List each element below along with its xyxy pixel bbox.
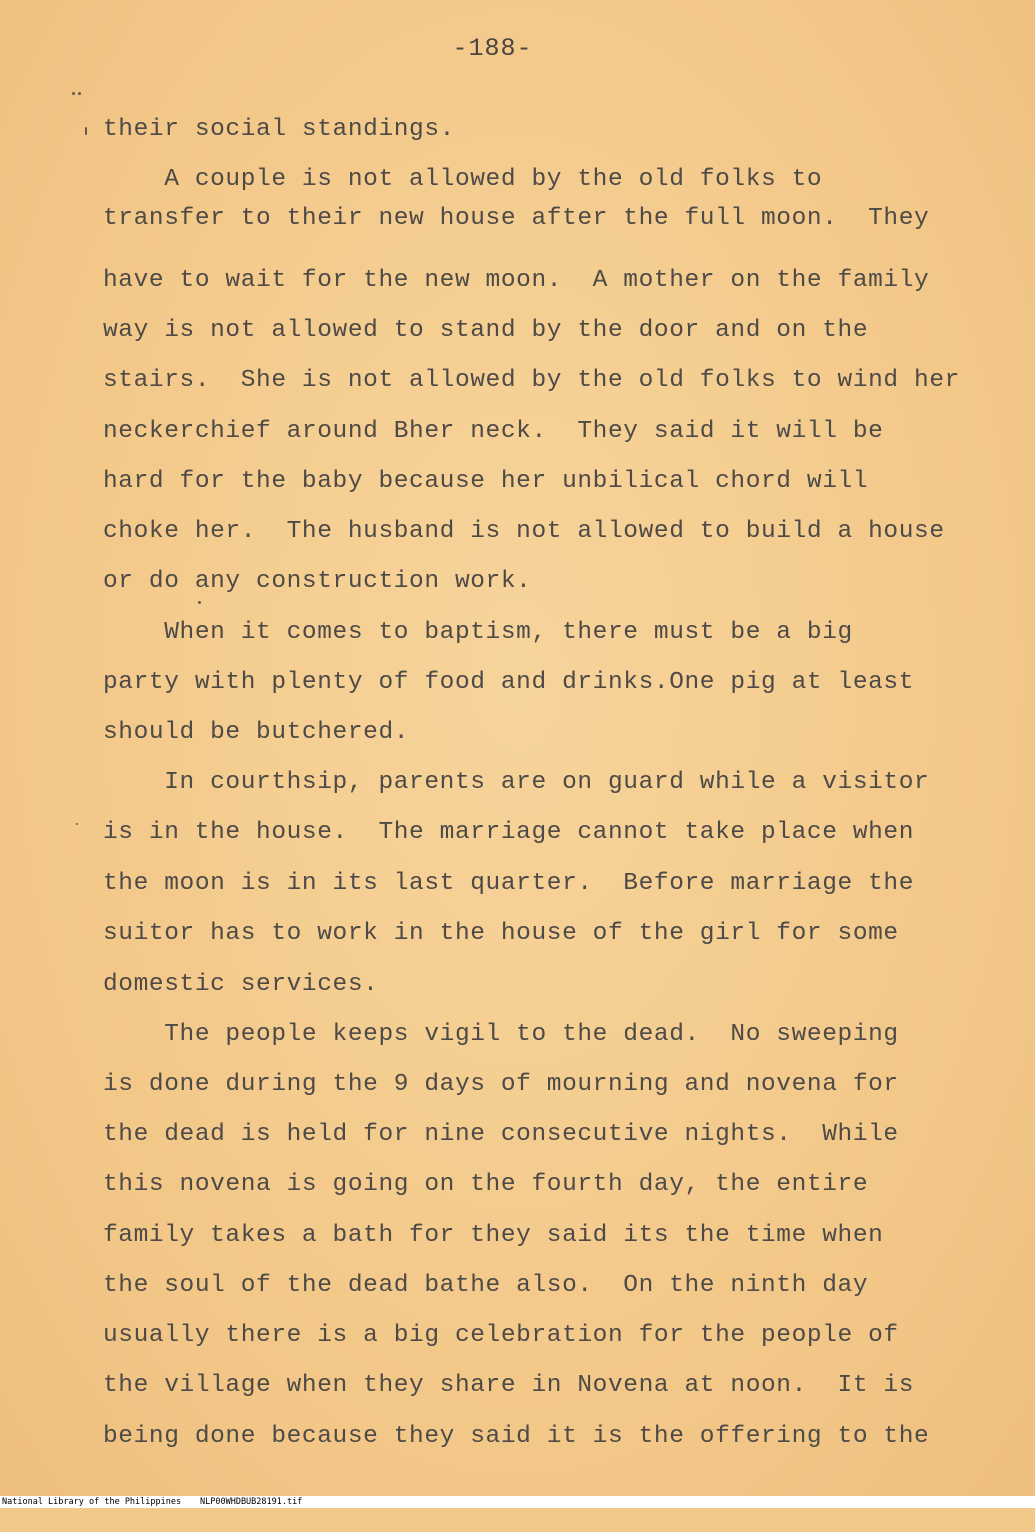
scan-footer — [0, 1496, 1035, 1508]
paper-speck — [72, 92, 75, 95]
text-line: have to wait for the new moon. A mother on the family — [103, 267, 930, 294]
text-line: neckerchief around Bher neck. They said it will be — [103, 418, 884, 445]
text-line: or do any construction work. — [103, 568, 532, 595]
text-line: the soul of the dead bathe also. On the ninth day — [103, 1272, 869, 1299]
text-line: the dead is held for nine consecutive nights. While — [103, 1121, 899, 1148]
page-number: -188- — [452, 34, 533, 63]
paper-speck — [198, 601, 201, 604]
paper-speck — [78, 92, 81, 95]
text-line: being done because they said it is the offering to the — [103, 1423, 930, 1450]
text-line: this novena is going on the fourth day, the entire — [103, 1171, 869, 1198]
text-line: suitor has to work in the house of the girl for some — [103, 920, 899, 947]
text-line: family takes a bath for they said its the time when — [103, 1222, 884, 1249]
text-line: the village when they share in Novena at noon. It is — [103, 1372, 915, 1399]
text-line: party with plenty of food and drinks.One pig at least — [103, 669, 915, 696]
footer-library: National Library of the Philippines — [2, 1497, 182, 1507]
text-line: A couple is not allowed by the old folks to — [103, 166, 823, 193]
text-line: is done during the 9 days of mourning and novena for — [103, 1071, 899, 1098]
text-line: choke her. The husband is not allowed to build a house — [103, 518, 945, 545]
text-line: should be butchered. — [103, 719, 410, 746]
text-line: is in the house. The marriage cannot take place when — [103, 819, 915, 846]
text-line: transfer to their new house after the full moon. They — [103, 205, 930, 232]
footer-file: NLP00WHDBUB28191.tif — [200, 1497, 303, 1507]
text-line: In courthsip, parents are on guard while a visitor — [103, 769, 930, 796]
text-line: their social standings. — [103, 116, 455, 143]
text-line: domestic services. — [103, 971, 379, 998]
text-line: usually there is a big celebration for the people of — [103, 1322, 899, 1349]
paper-speck — [85, 127, 87, 135]
paper-speck — [76, 823, 78, 825]
text-line: When it comes to baptism, there must be a big — [103, 619, 853, 646]
text-line: way is not allowed to stand by the door and on the — [103, 317, 869, 344]
text-line: stairs. She is not allowed by the old folks to wind her — [103, 367, 960, 394]
text-line: The people keeps vigil to the dead. No sweeping — [103, 1021, 899, 1048]
text-line: hard for the baby because her unbilical chord will — [103, 468, 869, 495]
text-line: the moon is in its last quarter. Before marriage the — [103, 870, 915, 897]
